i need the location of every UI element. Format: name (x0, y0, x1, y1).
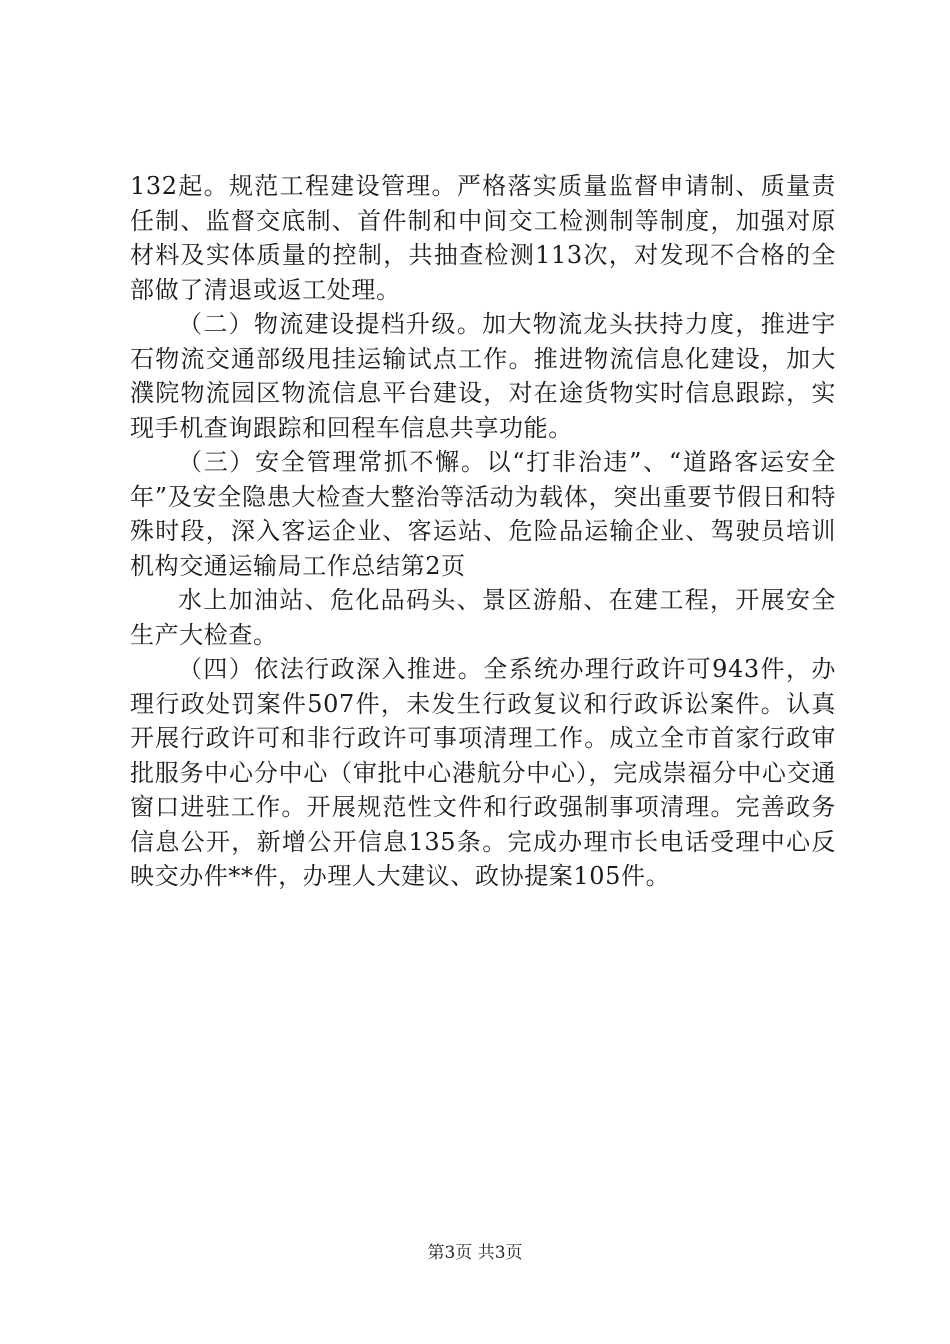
paragraph-administration: （四）依法行政深入推进。全系统办理行政许可943件，办理行政处罚案件507件，未发生行政复议和行政诉讼案件。认真开展行政许可和非行政许可事项清理工作。成立全市首家行政审批服务中心分中心（审批中心港航分中心），完成崇福分中心交通窗口进驻工作。开展规范性文件和行政强制事项清理。完善政务信息公开，新增公开信息135条。完成办理市长电话受理中心反映交办件**件，办理人大建议、政协提案105件。 (130, 655, 836, 890)
paragraph-logistics: （二）物流建设提档升级。加大物流龙头扶持力度，推进宇石物流交通部级甩挂运输试点工作。推进物流信息化建设，加大濮院物流园区物流信息平台建设，对在途货物实时信息跟踪，实现手机查询跟踪和回程车信息共享功能。 (130, 310, 836, 442)
page-footer: 第3页 共3页 (427, 1243, 523, 1263)
paragraph-quality-management: 132起。规范工程建设管理。严格落实质量监督申请制、质量责任制、监督交底制、首件制和中间交工检测制等制度，加强对原材料及实体质量的控制，共抽查检测113次，对发现不合格的全部做了清退或返工处理。 (130, 172, 836, 304)
paragraph-safety-continued: 水上加油站、危化品码头、景区游船、在建工程，开展安全生产大检查。 (130, 586, 836, 649)
document-body (130, 169, 836, 894)
paragraph-safety: （三）安全管理常抓不懈。以“打非治违”、“道路客运安全年”及安全隐患大检查大整治等活动为载体，突出重要节假日和特殊时段，深入客运企业、客运站、危险品运输企业、驾驶员培训机构交通运输局工作总结第2页 (130, 448, 836, 580)
